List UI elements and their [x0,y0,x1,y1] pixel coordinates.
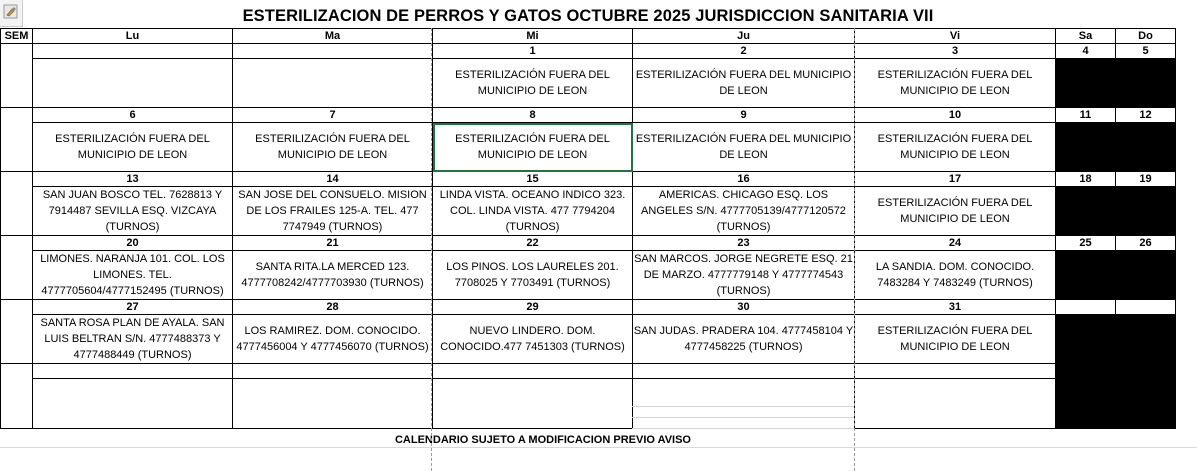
day-number-cell[interactable]: 3 [855,44,1056,59]
week-2-sem-cell[interactable] [1,108,33,172]
activity-cell[interactable] [433,379,633,429]
day-number-cell[interactable]: 31 [855,300,1056,315]
day-number-cell[interactable]: 2 [633,44,855,59]
day-number-cell[interactable] [1116,300,1176,315]
day-number-cell[interactable] [633,364,855,379]
week-5-sem-cell[interactable] [1,300,33,364]
day-number-cell[interactable]: 5 [1116,44,1176,59]
header-sem[interactable]: SEM [1,29,33,44]
day-number-cell[interactable] [233,44,433,59]
day-number-cell[interactable]: 28 [233,300,433,315]
weekend-filled-cell[interactable] [1116,364,1176,379]
day-number-cell[interactable]: 18 [1056,172,1116,187]
day-number-cell[interactable] [433,364,633,379]
page-break-line [431,28,432,471]
activity-cell[interactable]: ESTERILIZACIÓN FUERA DEL MUNICIPIO DE LEON [433,59,633,108]
paint-brush-icon [3,4,18,19]
activity-cell[interactable]: LOS RAMIREZ. DOM. CONOCIDO. 4777456004 Y 4777456070 (TURNOS) [233,315,433,364]
day-number-cell[interactable]: 12 [1116,108,1176,123]
week-1-sem-cell[interactable] [1,44,33,108]
week-2-day-numbers [1,108,1176,123]
page-title: ESTERILIZACION DE PERROS Y GATOS OCTUBRE 2025 JURISDICCION SANITARIA VII [242,7,934,25]
day-number-cell[interactable] [33,44,233,59]
activity-cell[interactable]: ESTERILIZACIÓN FUERA DEL MUNICIPIO DE LEON [33,123,233,172]
weekend-filled-cell[interactable] [1116,59,1176,108]
week-5-day-numbers [1,300,1176,315]
week-1-day-numbers [1,44,1176,59]
activity-cell[interactable]: LIMONES. NARANJA 101. COL. LOS LIMONES. TEL. 4777705604/4777152495 (TURNOS) [33,251,233,300]
activity-cell[interactable] [233,379,433,429]
activity-cell[interactable]: ESTERILIZACIÓN FUERA DEL MUNICIPIO DE LEON [855,59,1056,108]
day-number-cell[interactable]: 29 [433,300,633,315]
week-6-activity-row [1,379,1176,429]
activity-cell[interactable]: SANTA ROSA PLAN DE AYALA. SAN LUIS BELTRAN S/N. 4777488373 Y 4777488449 (TURNOS) [33,315,233,364]
activity-cell[interactable]: SAN MARCOS. JORGE NEGRETE ESQ. 21 DE MARZO. 4777779148 Y 4777774543 (TURNOS) [633,251,855,300]
week-6-sem-cell[interactable] [1,364,33,429]
day-number-cell[interactable]: 15 [433,172,633,187]
week-3-day-numbers [1,172,1176,187]
weekend-filled-cell[interactable] [1056,123,1116,172]
day-number-cell[interactable] [33,364,233,379]
day-number-cell[interactable]: 1 [433,44,633,59]
day-number-cell[interactable]: 20 [33,236,233,251]
week-3-activity-row [1,187,1176,236]
activity-cell[interactable]: SANTA RITA.LA MERCED 123. 4777708242/4777703930 (TURNOS) [233,251,433,300]
week-2-activity-row [1,123,1176,172]
activity-cell[interactable]: ESTERILIZACIÓN FUERA DEL MUNICIPIO DE LEON [855,315,1056,364]
activity-cell[interactable]: AMERICAS. CHICAGO ESQ. LOS ANGELES S/N. 4777705139/4777120572 (TURNOS) [633,187,855,236]
week-6-day-numbers [1,364,1176,379]
activity-cell[interactable]: LINDA VISTA. OCEANO INDICO 323. COL. LINDA VISTA. 477 7794204 (TURNOS) [433,187,633,236]
day-number-cell[interactable]: 8 [433,108,633,123]
weekend-filled-cell[interactable] [1056,379,1116,429]
header-ju[interactable]: Ju [633,29,855,44]
activity-cell[interactable]: SAN JOSE DEL CONSUELO. MISION DE LOS FRAILES 125-A. TEL. 477 7747949 (TURNOS) [233,187,433,236]
day-number-cell[interactable]: 17 [855,172,1056,187]
day-number-cell[interactable] [1056,300,1116,315]
header-sa[interactable]: Sa [1056,29,1116,44]
activity-cell[interactable] [233,59,433,108]
week-4-sem-cell[interactable] [1,236,33,300]
week-3-sem-cell[interactable] [1,172,33,236]
day-number-cell[interactable]: 30 [633,300,855,315]
activity-cell[interactable]: ESTERILIZACIÓN FUERA DEL MUNICIPIO DE LEON [855,187,1056,236]
weekend-filled-cell[interactable] [1116,315,1176,364]
activity-cell[interactable] [33,379,233,429]
day-number-cell[interactable] [233,364,433,379]
activity-cell[interactable] [855,379,1056,429]
header-do[interactable]: Do [1116,29,1176,44]
activity-cell[interactable]: LA SANDIA. DOM. CONOCIDO. 7483284 Y 7483249 (TURNOS) [855,251,1056,300]
activity-cell[interactable] [33,59,233,108]
day-number-cell[interactable]: 24 [855,236,1056,251]
day-number-cell[interactable]: 7 [233,108,433,123]
day-number-cell[interactable]: 6 [33,108,233,123]
activity-cell[interactable]: ESTERILIZACIÓN FUERA DEL MUNICIPIO DE LEON [233,123,433,172]
header-vi[interactable]: Vi [855,29,1056,44]
weekend-filled-cell[interactable] [1116,187,1176,236]
weekend-filled-cell[interactable] [1056,59,1116,108]
activity-cell[interactable]: SAN JUAN BOSCO TEL. 7628813 Y 7914487 SEVILLA ESQ. VIZCAYA (TURNOS) [33,187,233,236]
day-number-cell[interactable]: 14 [233,172,433,187]
weekend-filled-cell[interactable] [1116,123,1176,172]
day-number-cell[interactable]: 10 [855,108,1056,123]
day-number-cell[interactable]: 4 [1056,44,1116,59]
day-number-cell[interactable]: 23 [633,236,855,251]
week-4-day-numbers [1,236,1176,251]
week-5-activity-row [1,315,1176,364]
day-number-cell[interactable]: 19 [1116,172,1176,187]
weekend-filled-cell[interactable] [1116,251,1176,300]
footer-note: CALENDARIO SUJETO A MODIFICACION PREVIO AVISO [394,434,691,446]
week-4-activity-row [1,251,1176,300]
activity-cell[interactable]: ESTERILIZACIÓN FUERA DEL MUNICIPIO DE LEON [855,123,1056,172]
day-number-cell[interactable]: 22 [433,236,633,251]
gridline [0,447,1197,448]
day-number-cell[interactable]: 27 [33,300,233,315]
activity-cell[interactable]: NUEVO LINDERO. DOM. CONOCIDO.477 7451303 (TURNOS) [433,315,633,364]
weekend-filled-cell[interactable] [1056,364,1116,379]
weekend-filled-cell[interactable] [1056,187,1116,236]
weekday-header-row [1,29,1176,44]
day-number-cell[interactable]: 11 [1056,108,1116,123]
header-mi[interactable]: Mi [433,29,633,44]
day-number-cell[interactable] [855,364,1056,379]
calendar-table [0,28,1176,429]
activity-cell[interactable]: ESTERILIZACIÓN FUERA DEL MUNICIPIO DE LEON [633,59,855,108]
activity-cell[interactable]: ESTERILIZACIÓN FUERA DEL MUNICIPIO DE LEON [633,123,855,172]
day-number-cell[interactable]: 13 [33,172,233,187]
day-number-cell[interactable]: 21 [233,236,433,251]
day-number-cell[interactable]: 16 [633,172,855,187]
header-lu[interactable]: Lu [33,29,233,44]
selected-activity-cell[interactable]: ESTERILIZACIÓN FUERA DEL MUNICIPIO DE LEON [433,123,633,172]
gridlines [632,396,854,430]
page-break-line [854,28,855,471]
week-1-activity-row [1,59,1176,108]
activity-cell[interactable]: LOS PINOS. LOS LAURELES 201. 7708025 Y 7703491 (TURNOS) [433,251,633,300]
activity-cell[interactable]: SAN JUDAS. PRADERA 104. 4777458104 Y 4777458225 (TURNOS) [633,315,855,364]
header-ma[interactable]: Ma [233,29,433,44]
day-number-cell[interactable]: 25 [1056,236,1116,251]
day-number-cell[interactable]: 9 [633,108,855,123]
day-number-cell[interactable]: 26 [1116,236,1176,251]
weekend-filled-cell[interactable] [1056,251,1116,300]
select-all-corner[interactable] [0,0,23,27]
weekend-filled-cell[interactable] [1116,379,1176,429]
weekend-filled-cell[interactable] [1056,315,1116,364]
